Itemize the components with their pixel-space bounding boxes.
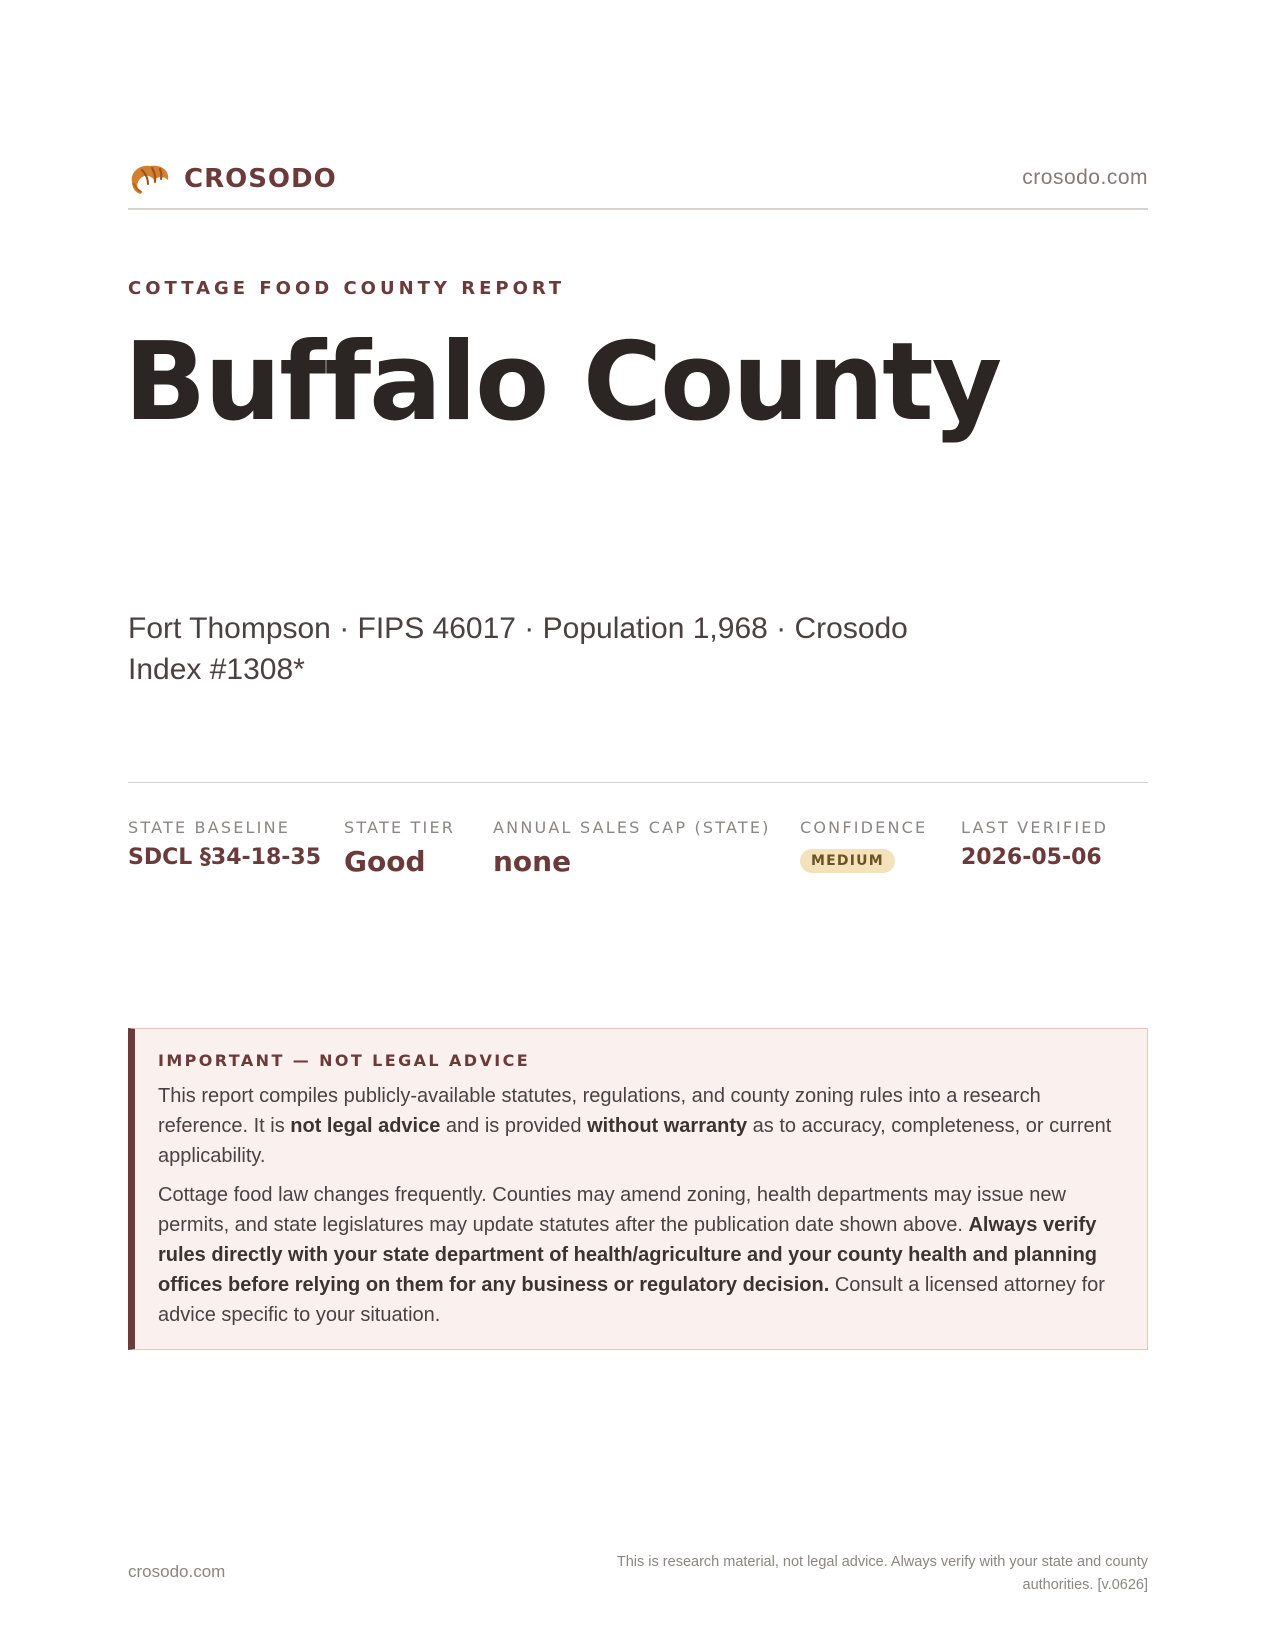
stat-value: Good (344, 845, 426, 878)
notice-title: IMPORTANT — NOT LEGAL ADVICE (158, 1051, 531, 1070)
stat-confidence (800, 818, 927, 873)
stat-value: 2026-05-06 (961, 845, 1102, 870)
notice-paragraph: Cottage food law changes frequently. Counties may amend zoning, health departments may issue new permits, and state legislatures may update statutes after the publication date shown above. Always verify rules directly with your state department of health/agriculture and your county health and planning offices before relying on them for any business or regulatory decision. Consult a licensed attorney for advice specific to your situation. (158, 1184, 1105, 1326)
stat-value: none (493, 845, 572, 878)
stat-state-baseline (128, 818, 321, 870)
stat-state-tier (344, 818, 455, 878)
stat-label: STATE BASELINE (128, 818, 291, 837)
confidence-badge: MEDIUM (800, 849, 895, 873)
stat-value: SDCL §34-18-35 (128, 845, 322, 870)
stat-label: LAST VERIFIED (961, 818, 1109, 837)
legal-notice (128, 1028, 1148, 1350)
divider (128, 782, 1148, 783)
report-header (128, 158, 1148, 210)
stat-label: ANNUAL SALES CAP (STATE) (493, 818, 771, 837)
footer-disclaimer: This is research material, not legal advice. Always verify with your state and county authorities. [v.0626] (616, 1554, 1148, 1593)
stat-last-verified (961, 818, 1108, 870)
page-title: Buffalo County (124, 320, 1001, 445)
report-eyebrow: COTTAGE FOOD COUNTY REPORT (128, 278, 566, 299)
site-link[interactable]: crosodo.com (1022, 166, 1148, 189)
footer-site-link[interactable]: crosodo.com (128, 1562, 226, 1581)
croissant-icon (128, 160, 172, 196)
stat-label: CONFIDENCE (800, 818, 928, 837)
county-subtitle: Fort Thompson · FIPS 46017 · Population 1,968 · Crosodo Index #1308* (128, 612, 908, 686)
stat-label: STATE TIER (344, 818, 456, 837)
stat-sales-cap (493, 818, 771, 878)
brand-name: CROSODO (184, 164, 337, 194)
notice-paragraph: This report compiles publicly-available statutes, regulations, and county zoning rules into a research reference. It is not legal advice and is provided without warranty as to accuracy, completeness, or current applicability. (158, 1085, 1112, 1167)
